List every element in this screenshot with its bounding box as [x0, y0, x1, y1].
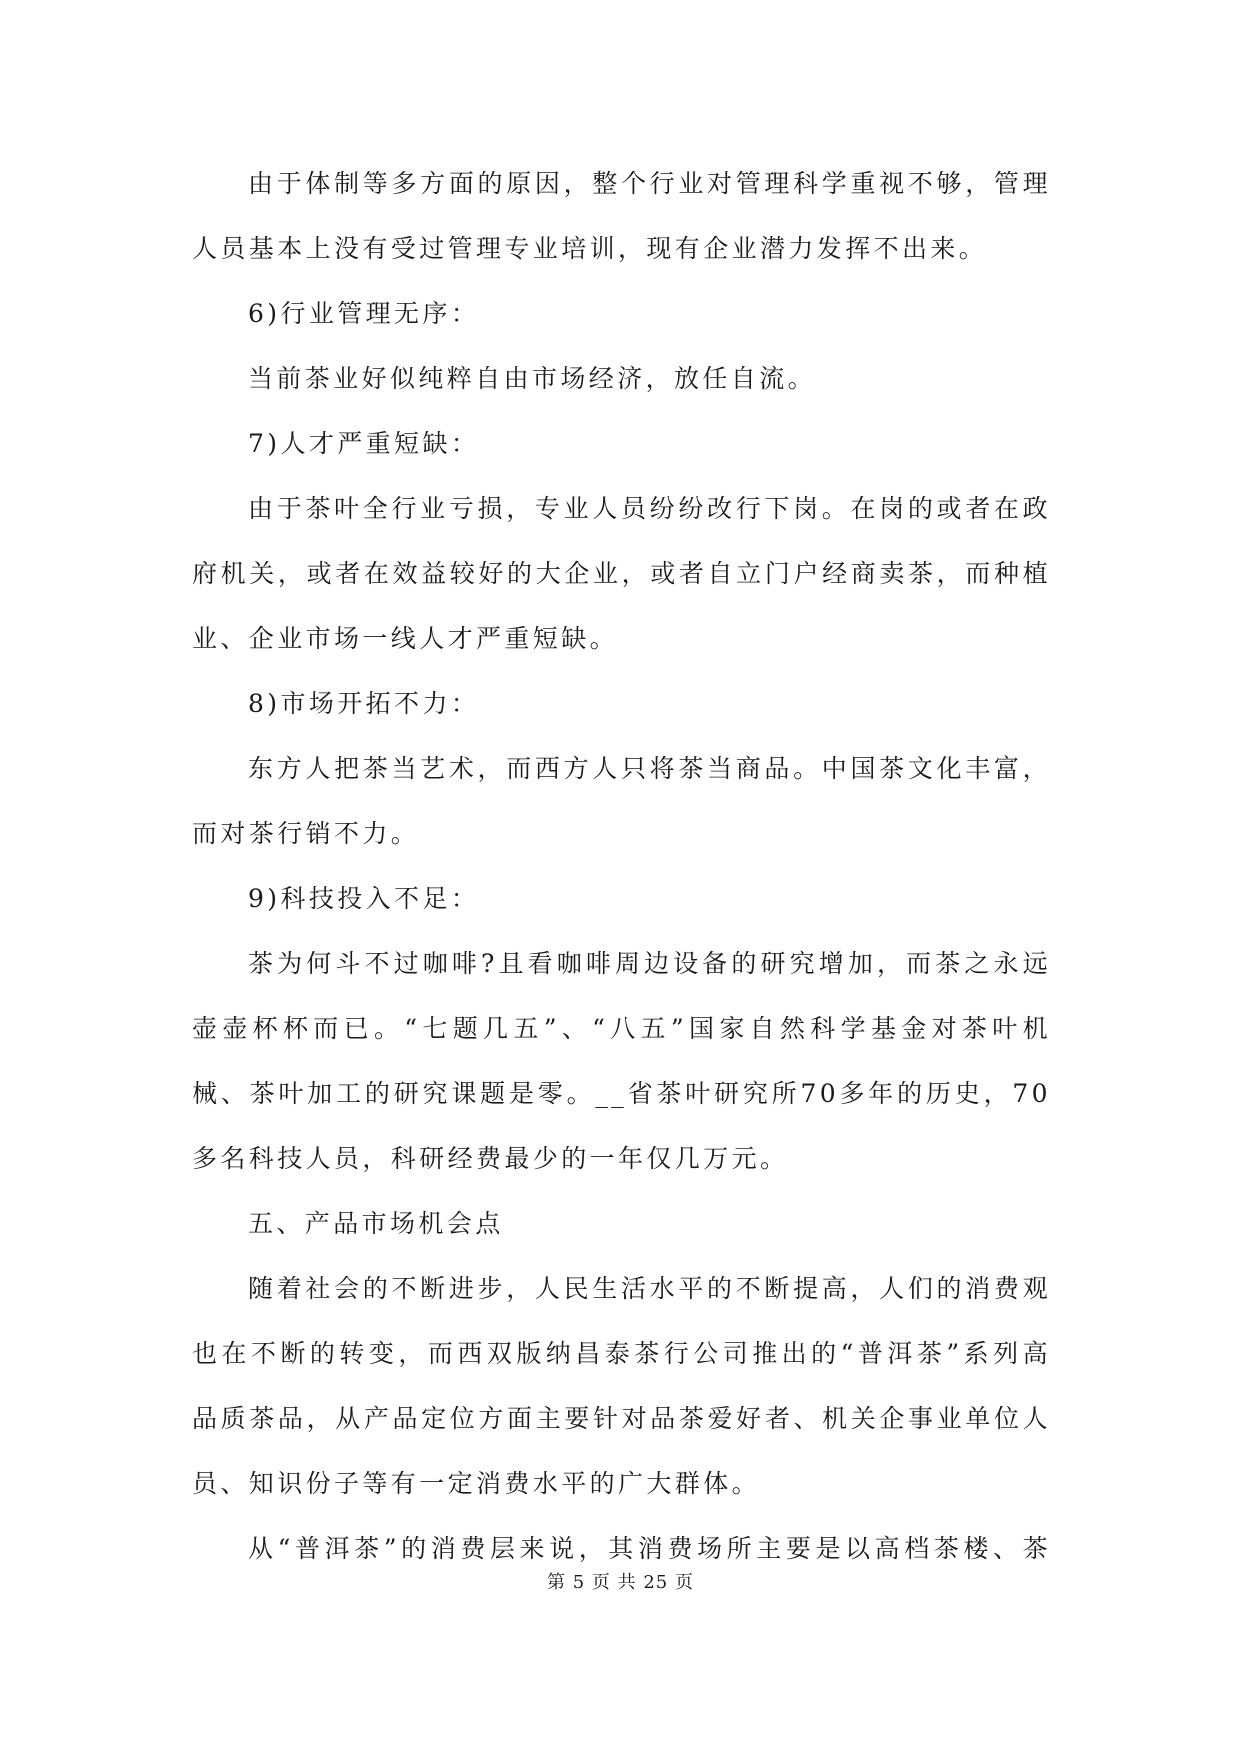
text-line: 8)市场开拓不力： — [248, 689, 480, 718]
paragraph — [192, 476, 1051, 671]
section-heading — [192, 866, 1051, 931]
section-heading — [192, 1191, 1051, 1256]
paragraph — [192, 736, 1051, 866]
page-footer: 第 5 页 共 25 页 — [547, 1572, 694, 1593]
text-line: 东方人把茶当艺术，而西方人只将茶当商品。中国茶文化丰富， — [248, 754, 1051, 783]
text-line: 9)科技投入不足： — [248, 884, 480, 913]
section-heading — [192, 411, 1051, 476]
section-heading — [192, 671, 1051, 736]
text-line: 业、企业市场一线人才严重短缺。 — [192, 624, 619, 653]
paragraph — [192, 931, 1051, 1191]
text-line: 府机关，或者在效益较好的大企业，或者自立门户经商卖茶，而种植 — [192, 559, 1051, 588]
paragraph — [192, 151, 1051, 281]
text-line: 当前茶业好似纯粹自由市场经济，放任自流。 — [248, 364, 817, 393]
text-line: 多名科技人员，科研经费最少的一年仅几万元。 — [192, 1144, 789, 1173]
text-line: 五、产品市场机会点 — [248, 1209, 504, 1238]
text-line: 6)行业管理无序： — [248, 299, 480, 328]
paragraph — [192, 346, 1051, 411]
section-heading — [192, 281, 1051, 346]
text-line: 而对茶行销不力。 — [192, 819, 420, 848]
text-line: 7)人才严重短缺： — [248, 429, 480, 458]
text-line: 也在不断的转变，而西双版纳昌泰茶行公司推出的“普洱茶”系列高 — [192, 1339, 1051, 1368]
text-line: 品质茶品，从产品定位方面主要针对品茶爱好者、机关企事业单位人 — [192, 1404, 1051, 1433]
text-line: 从“普洱茶”的消费层来说，其消费场所主要是以高档茶楼、茶 — [248, 1534, 1051, 1563]
text-line: 茶为何斗不过咖啡?且看咖啡周边设备的研究增加，而茶之永远 — [248, 949, 1051, 978]
text-line: 随着社会的不断进步，人民生活水平的不断提高，人们的消费观 — [248, 1274, 1051, 1303]
text-line: 械、茶叶加工的研究课题是零。__省茶叶研究所70多年的历史，70 — [192, 1079, 1051, 1108]
paragraph — [192, 1256, 1051, 1516]
text-line: 人员基本上没有受过管理专业培训，现有企业潜力发挥不出来。 — [192, 234, 988, 263]
document-body — [192, 151, 1051, 1581]
text-line: 壶壶杯杯而已。“七题几五”、“八五”国家自然科学基金对茶叶机 — [192, 1014, 1051, 1043]
text-line: 由于体制等多方面的原因，整个行业对管理科学重视不够，管理 — [248, 169, 1051, 198]
text-line: 由于茶叶全行业亏损，专业人员纷纷改行下岗。在岗的或者在政 — [248, 494, 1051, 523]
text-line: 员、知识份子等有一定消费水平的广大群体。 — [192, 1469, 761, 1498]
